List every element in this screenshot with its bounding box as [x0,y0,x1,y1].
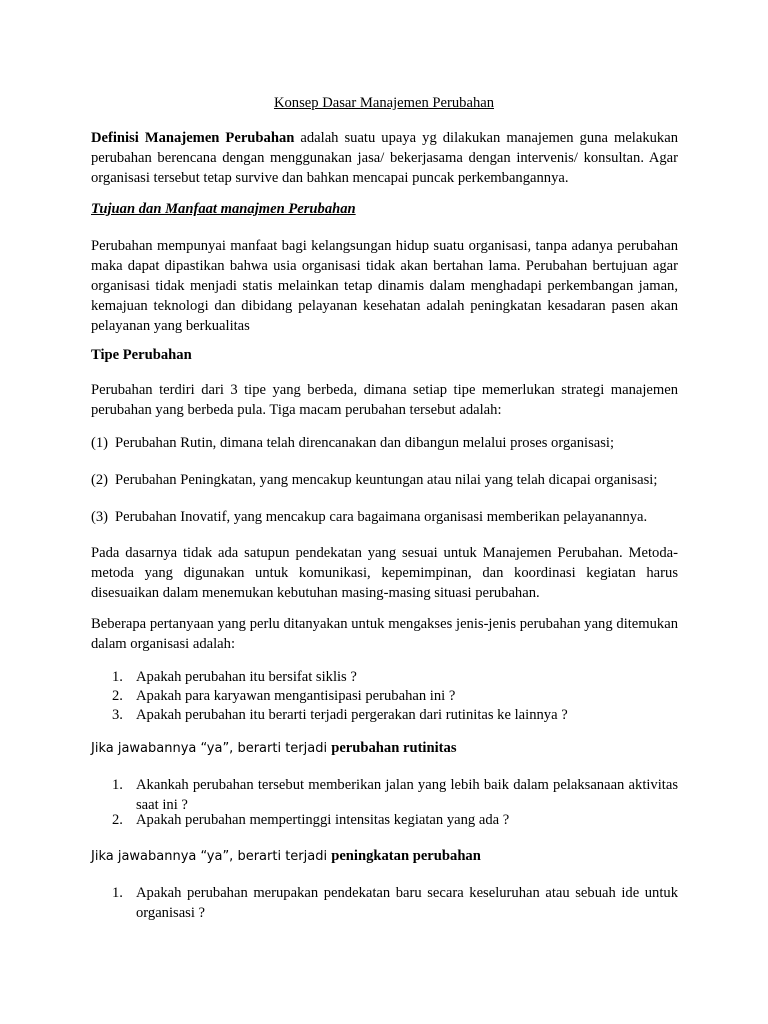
list-item: 1. Akankah perubahan tersebut memberikan jalan yang lebih baik dalam pelaksanaan aktivitas saat ini ? [112,777,678,813]
tipe-heading: Tipe Perubahan [91,347,192,363]
tujuan-paragraph: Perubahan mempunyai manfaat bagi kelangsungan hidup suatu organisasi, tanpa adanya perubahan maka dapat dipastikan bahwa usia organisasi tidak akan bertahan lama. Perubahan bertujuan agar organisasi tidak menjadi statis melainkan tetap dinamis dalam menghadapi perkembangan jaman, kemajuan teknologi dan dibidang pelayanan kesehatan adalah peningkatan kesadaran pasen akan pelayanan yang berkualitas [91,238,678,334]
tipe-intro: Perubahan terdiri dari 3 tipe yang berbeda, dimana setiap tipe memerlukan strategi manajemen perubahan yang berbeda pula. Tiga macam perubahan tersebut adalah: [91,382,678,418]
list-item: 1. Apakah perubahan merupakan pendekatan baru secara keseluruhan atau sebuah ide untuk organisasi ? [112,885,678,921]
list-item: 2. Apakah perubahan mempertinggi intensitas kegiatan yang ada ? [112,812,510,828]
conclusion-rutinitas: Jika jawabannya “ya”, berarti terjadi perubahan rutinitas [91,740,457,756]
definition-paragraph [91,128,678,188]
list-item: 1. Apakah perubahan itu bersifat siklis ? [112,669,357,685]
definition-text: adalah suatu upaya yg dilakukan manajemen guna melakukan perubahan berencana dengan menggunakan jasa/ bekerjasama dengan intervenis/ konsultan. Agar organisasi tersebut tetap survive dan bahkan mencapai puncak perkembangannya. [91,130,679,186]
pertanyaan-intro: Beberapa pertanyaan yang perlu ditanyakan untuk mengakses jenis-jenis perubahan yang ditemukan dalam organisasi adalah: [91,616,678,652]
pendekatan-paragraph: Pada dasarnya tidak ada satupun pendekatan yang sesuai untuk Manajemen Perubahan. Metoda-metoda yang digunakan untuk komunikasi, kepemimpinan, dan koordinasi kegiatan harus disesuaikan dalam menemukan kebutuhan masing-masing situasi perubahan. [91,545,678,601]
definition-term: Definisi Manajemen Perubahan [91,130,295,146]
tujuan-heading: Tujuan dan Manfaat manajmen Perubahan [91,201,356,217]
list-item: 2. Apakah para karyawan mengantisipasi perubahan ini ? [112,688,456,704]
list-item: 3. Apakah perubahan itu berarti terjadi pergerakan dari rutinitas ke lainnya ? [112,707,568,723]
list-item: (1) Perubahan Rutin, dimana telah direncanakan dan dibangun melalui proses organisasi; [91,435,615,451]
list-item: (3) Perubahan Inovatif, yang mencakup cara bagaimana organisasi memberikan pelayanannya. [91,509,648,525]
list-item: (2) Perubahan Peningkatan, yang mencakup keuntungan atau nilai yang telah dicapai organisasi; [91,472,658,488]
page-title: Konsep Dasar Manajemen Perubahan [273,95,495,111]
conclusion-peningkatan: Jika jawabannya “ya”, berarti terjadi peningkatan perubahan [91,848,481,864]
